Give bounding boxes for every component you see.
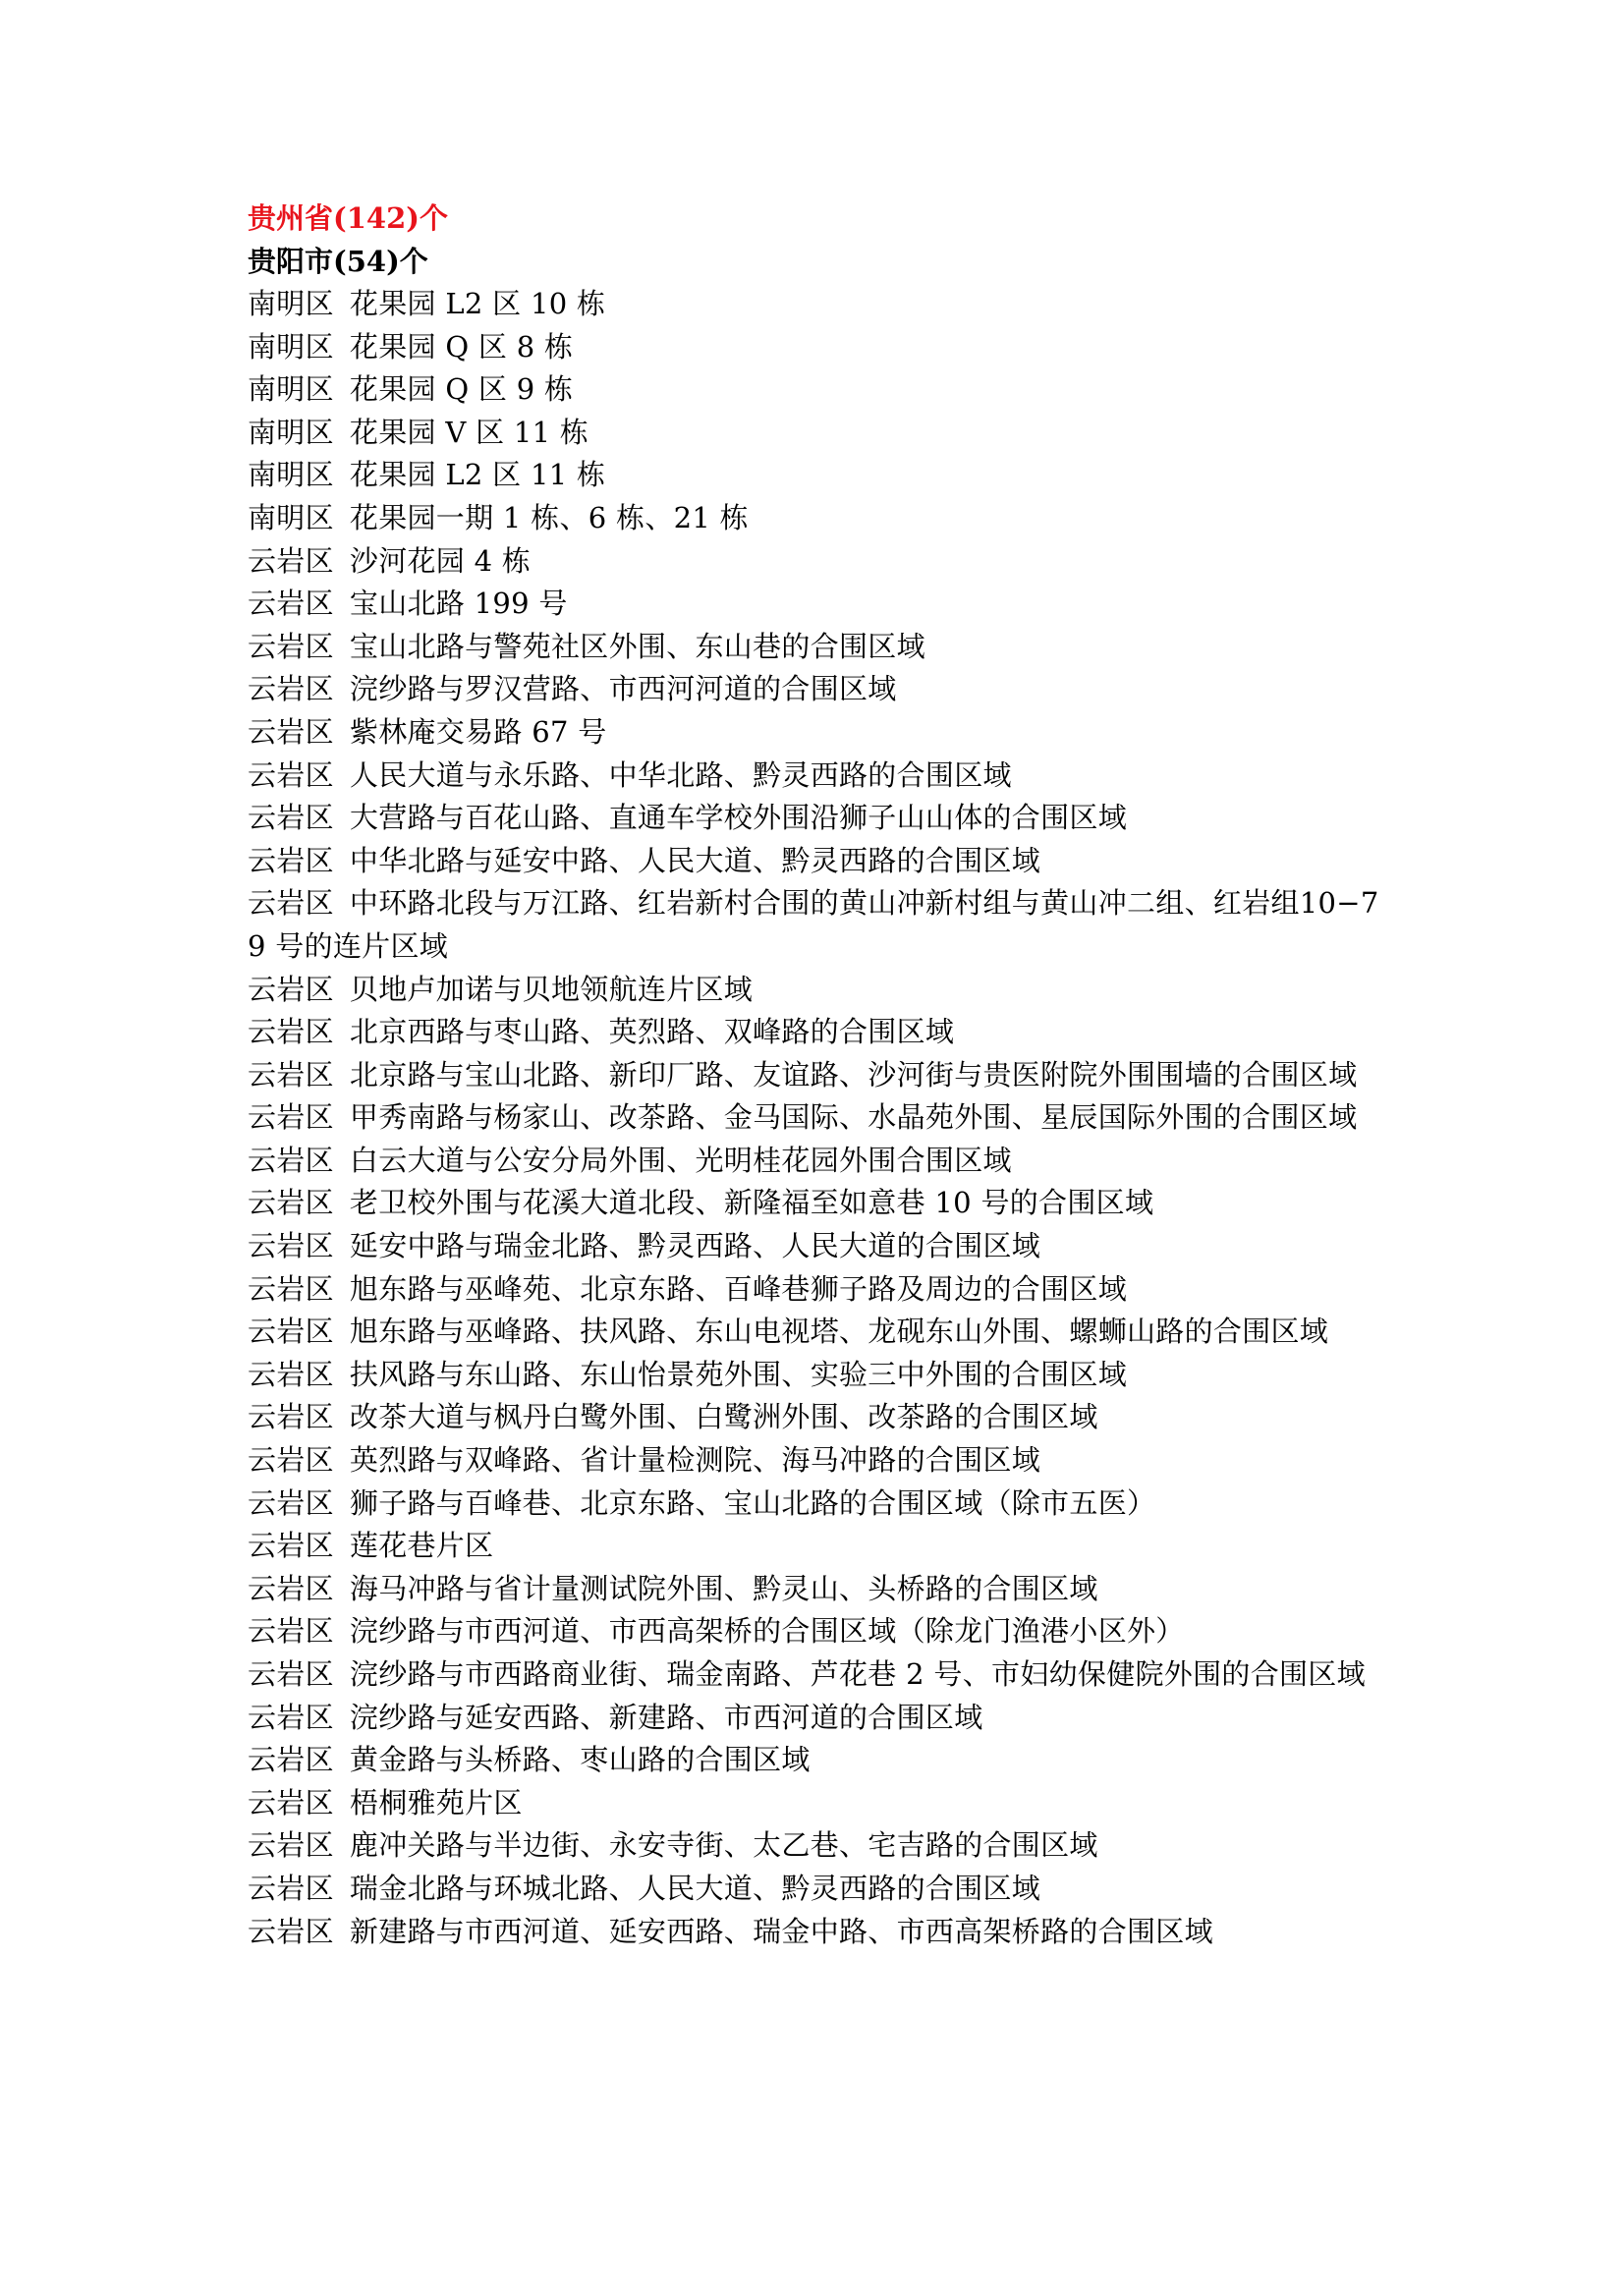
list-item	[248, 882, 1387, 968]
list-item	[248, 711, 1387, 755]
list-item	[248, 1354, 1387, 1397]
district-name: 云岩区	[248, 972, 334, 1006]
list-item	[248, 326, 1387, 369]
district-name: 云岩区	[248, 1057, 334, 1092]
district-name: 南明区	[248, 372, 334, 407]
district-name: 云岩区	[248, 1186, 334, 1220]
district-name: 云岩区	[248, 801, 334, 835]
area-description: 浣纱路与罗汉营路、市西河河道的合围区域	[349, 672, 897, 706]
list-item	[248, 1739, 1387, 1782]
list-item	[248, 1824, 1387, 1868]
area-description: 大营路与百花山路、直通车学校外围沿狮子山山体的合围区域	[349, 801, 1128, 835]
area-description: 花果园一期 1 栋、6 栋、21 栋	[349, 500, 749, 534]
district-name: 南明区	[248, 500, 334, 534]
list-item	[248, 1911, 1387, 1954]
area-description: 鹿冲关路与半边街、永安寺街、太乙巷、宅吉路的合围区域	[349, 1828, 1098, 1863]
district-name: 云岩区	[248, 672, 334, 706]
list-item	[248, 797, 1387, 840]
area-description: 改茶大道与枫丹白鹭外围、白鹭洲外围、改茶路的合围区域	[349, 1400, 1098, 1434]
area-description: 北京路与宝山北路、新印厂路、友谊路、沙河街与贵医附院外围围墙的合围区域	[349, 1057, 1358, 1092]
area-description: 海马冲路与省计量测试院外围、黔灵山、头桥路的合围区域	[349, 1571, 1098, 1605]
area-description: 紫林庵交易路 67 号	[349, 714, 607, 749]
district-name: 云岩区	[248, 543, 334, 578]
list-item	[248, 755, 1387, 798]
area-description: 宝山北路与警苑社区外围、东山巷的合围区域	[349, 629, 925, 663]
area-description: 瑞金北路与环城北路、人民大道、黔灵西路的合围区域	[349, 1871, 1041, 1905]
list-item	[248, 1697, 1387, 1740]
district-name: 云岩区	[248, 1143, 334, 1177]
district-name: 南明区	[248, 458, 334, 492]
district-name: 云岩区	[248, 757, 334, 792]
district-name: 云岩区	[248, 1828, 334, 1863]
area-description: 人民大道与永乐路、中华北路、黔灵西路的合围区域	[349, 757, 1012, 792]
list-item	[248, 1054, 1387, 1097]
district-name: 云岩区	[248, 1914, 334, 1948]
city-heading: 贵阳市(54)个	[248, 245, 428, 278]
area-description: 花果园 V 区 11 栋	[349, 415, 589, 449]
list-item	[248, 583, 1387, 626]
area-description: 北京西路与枣山路、英烈路、双峰路的合围区域	[349, 1015, 955, 1049]
area-description: 老卫校外围与花溪大道北段、新隆福至如意巷 10 号的合围区域	[349, 1186, 1154, 1220]
list-item	[248, 1225, 1387, 1268]
list-item	[248, 454, 1387, 497]
area-description: 沙河花园 4 栋	[349, 543, 532, 578]
list-item	[248, 368, 1387, 412]
district-name: 云岩区	[248, 886, 334, 921]
list-item	[248, 840, 1387, 883]
area-description: 浣纱路与市西路商业街、瑞金南路、芦花巷 2 号、市妇幼保健院外围的合围区域	[349, 1657, 1366, 1691]
district-name: 云岩区	[248, 587, 334, 621]
area-description: 莲花巷片区	[349, 1529, 494, 1563]
area-description: 中华北路与延安中路、人民大道、黔灵西路的合围区域	[349, 843, 1041, 877]
district-name: 南明区	[248, 329, 334, 364]
district-name: 云岩区	[248, 1271, 334, 1306]
district-name: 云岩区	[248, 1485, 334, 1520]
district-name: 云岩区	[248, 1871, 334, 1905]
list-item	[248, 1268, 1387, 1312]
district-name: 云岩区	[248, 1743, 334, 1777]
list-item	[248, 1140, 1387, 1183]
district-name: 云岩区	[248, 1315, 334, 1349]
district-name: 云岩区	[248, 1614, 334, 1649]
district-name: 云岩区	[248, 1443, 334, 1478]
area-description: 扶风路与东山路、东山怡景苑外围、实验三中外围的合围区域	[349, 1357, 1128, 1391]
area-description: 新建路与市西河道、延安西路、瑞金中路、市西高架桥路的合围区域	[349, 1914, 1213, 1948]
list-item	[248, 283, 1387, 326]
list-item	[248, 412, 1387, 455]
district-name: 云岩区	[248, 1571, 334, 1605]
district-name: 云岩区	[248, 1229, 334, 1263]
area-description: 旭东路与巫峰苑、北京东路、百峰巷狮子路及周边的合围区域	[349, 1271, 1128, 1306]
district-name: 南明区	[248, 415, 334, 449]
district-name: 云岩区	[248, 843, 334, 877]
list-item	[248, 1568, 1387, 1611]
area-description: 狮子路与百峰巷、北京东路、宝山北路的合围区域（除市五医）	[349, 1485, 1156, 1520]
area-description: 宝山北路 199 号	[349, 587, 568, 621]
list-item	[248, 497, 1387, 540]
area-description: 中环路北段与万江路、红岩新村合围的黄山冲新村组与黄山冲二组、红岩组10−79 号的连片区域	[248, 886, 1379, 963]
area-description: 花果园 Q 区 8 栋	[349, 329, 574, 364]
list-item	[248, 1439, 1387, 1483]
district-name: 云岩区	[248, 1529, 334, 1563]
area-description: 延安中路与瑞金北路、黔灵西路、人民大道的合围区域	[349, 1229, 1041, 1263]
area-list	[248, 283, 1387, 1953]
area-description: 黄金路与头桥路、枣山路的合围区域	[349, 1743, 811, 1777]
district-name: 云岩区	[248, 1015, 334, 1049]
area-description: 浣纱路与市西河道、市西高架桥的合围区域（除龙门渔港小区外）	[349, 1614, 1185, 1649]
list-item	[248, 668, 1387, 711]
province-heading: 贵州省(142)个	[248, 201, 448, 235]
area-description: 浣纱路与延安西路、新建路、市西河道的合围区域	[349, 1700, 983, 1734]
area-description: 白云大道与公安分局外围、光明桂花园外围合围区域	[349, 1143, 1012, 1177]
district-name: 云岩区	[248, 1400, 334, 1434]
list-item	[248, 1610, 1387, 1653]
district-name: 南明区	[248, 287, 334, 320]
list-item	[248, 1868, 1387, 1911]
list-item	[248, 1483, 1387, 1526]
list-item	[248, 1782, 1387, 1825]
list-item	[248, 1653, 1387, 1697]
list-item	[248, 1396, 1387, 1439]
list-item	[248, 969, 1387, 1012]
district-name: 云岩区	[248, 714, 334, 749]
document-body	[248, 196, 1387, 1953]
area-description: 旭东路与巫峰路、扶风路、东山电视塔、龙砚东山外围、螺蛳山路的合围区域	[349, 1315, 1329, 1349]
list-item	[248, 1311, 1387, 1354]
district-name: 云岩区	[248, 1657, 334, 1691]
district-name: 云岩区	[248, 1100, 334, 1135]
area-description: 花果园 Q 区 9 栋	[349, 372, 574, 407]
area-description: 甲秀南路与杨家山、改茶路、金马国际、水晶苑外围、星辰国际外围的合围区域	[349, 1100, 1358, 1135]
list-item	[248, 1011, 1387, 1054]
district-name: 云岩区	[248, 1357, 334, 1391]
list-item	[248, 626, 1387, 669]
area-description: 贝地卢加诺与贝地领航连片区域	[349, 972, 754, 1006]
list-item	[248, 1182, 1387, 1225]
area-description: 花果园 L2 区 11 栋	[349, 458, 606, 492]
district-name: 云岩区	[248, 629, 334, 663]
area-description: 花果园 L2 区 10 栋	[349, 287, 606, 320]
list-item	[248, 1096, 1387, 1140]
list-item	[248, 540, 1387, 584]
area-description: 梧桐雅苑片区	[349, 1785, 523, 1819]
district-name: 云岩区	[248, 1700, 334, 1734]
list-item	[248, 1525, 1387, 1568]
district-name: 云岩区	[248, 1785, 334, 1819]
area-description: 英烈路与双峰路、省计量检测院、海马冲路的合围区域	[349, 1443, 1041, 1478]
